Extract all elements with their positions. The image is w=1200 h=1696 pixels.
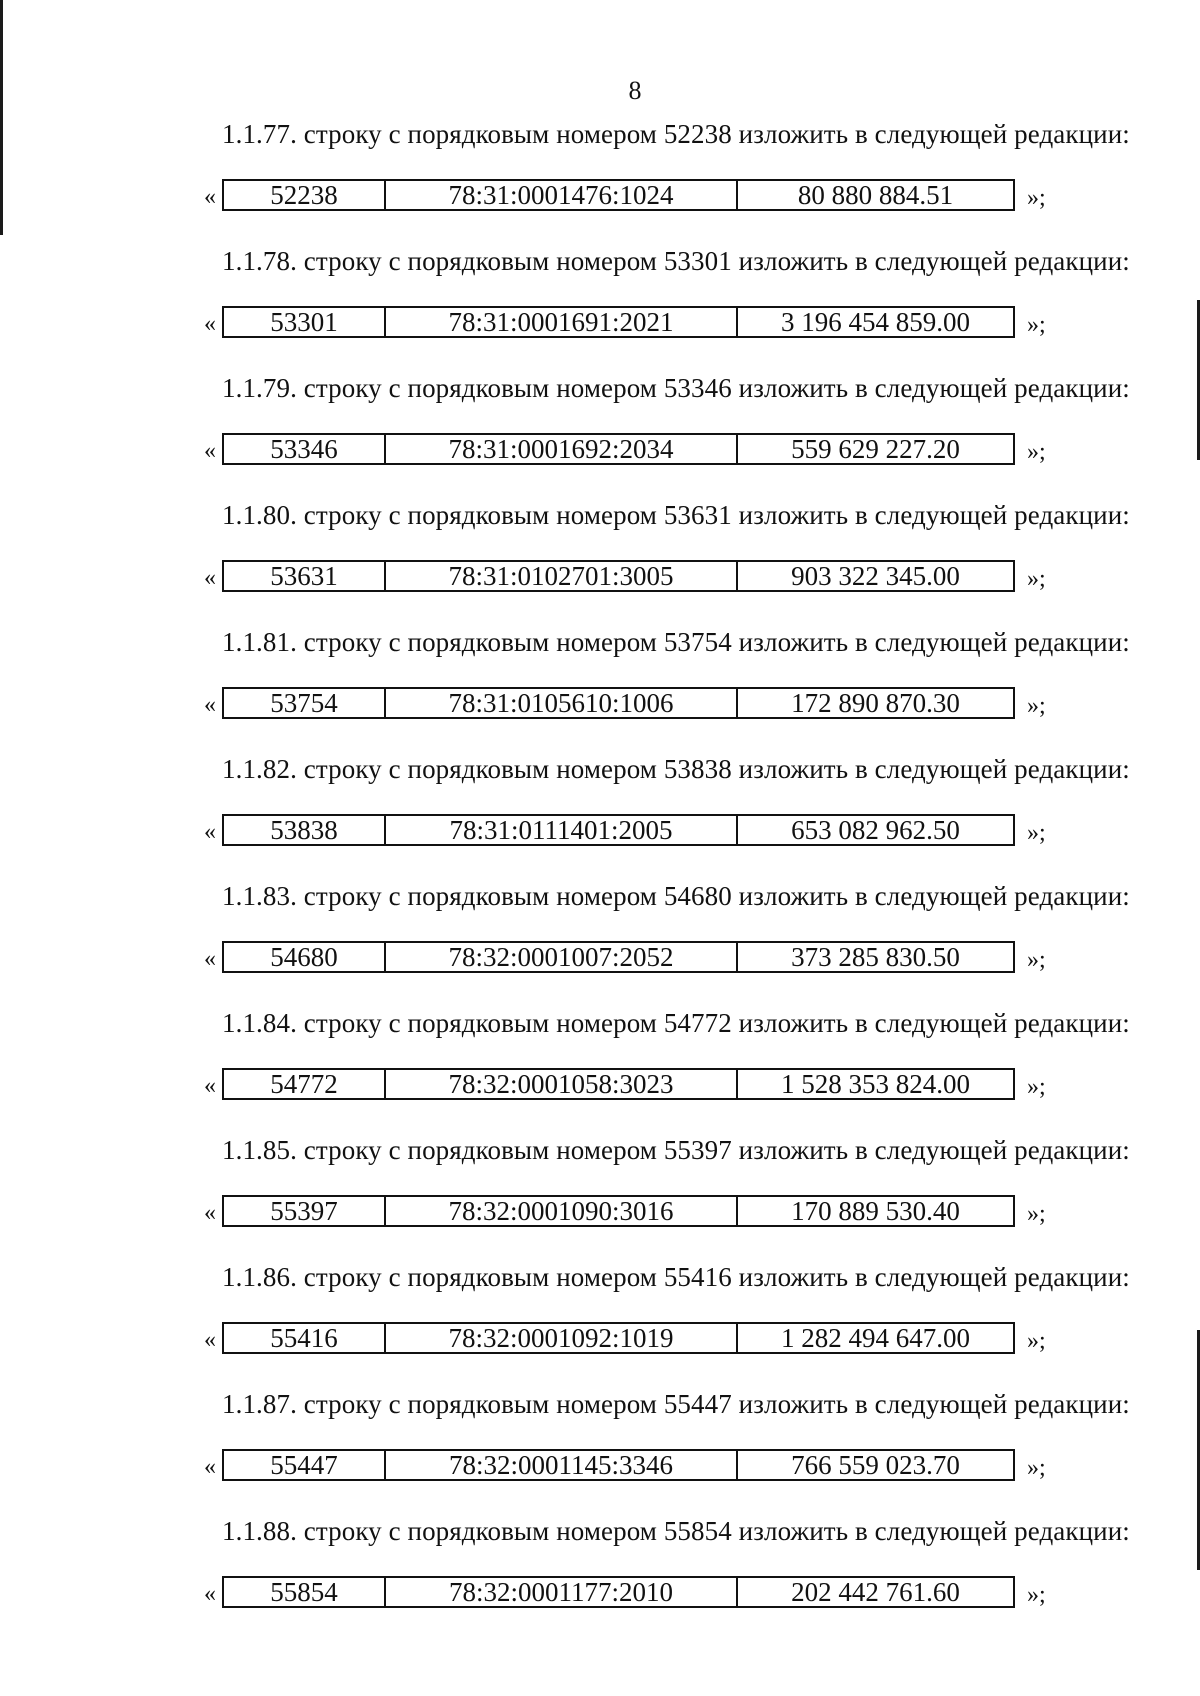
row-number-cell: 55397: [223, 1196, 385, 1226]
cadastral-value-cell: 903 322 345.00: [737, 561, 1014, 591]
replacement-row: [190, 814, 1046, 846]
amendment-instruction: 1.1.78. строку с порядковым номером 53301 изложить в следующей редакции:: [222, 246, 1130, 276]
table-row: [223, 434, 1014, 464]
amendment-instruction: 1.1.85. строку с порядковым номером 55397 изложить в следующей редакции:: [222, 1135, 1130, 1165]
cadastral-number-cell: 78:31:0102701:3005: [385, 561, 737, 591]
table-row: [223, 815, 1014, 845]
amendment-list: [190, 115, 1130, 1639]
table-row: [223, 1323, 1014, 1353]
amendment-instruction: 1.1.84. строку с порядковым номером 54772 изложить в следующей редакции:: [222, 1008, 1130, 1038]
table-row: [223, 180, 1014, 210]
record-table: [222, 941, 1015, 973]
row-number-cell: 52238: [223, 180, 385, 210]
amendment-item: [190, 1131, 1130, 1258]
amendment-item: [190, 1258, 1130, 1385]
row-number-cell: 53346: [223, 434, 385, 464]
open-quote: «: [204, 1072, 216, 1099]
close-quote: »;: [1027, 438, 1046, 465]
open-quote: «: [204, 1326, 216, 1353]
replacement-row: [190, 1576, 1046, 1608]
record-table: [222, 179, 1015, 211]
amendment-item: [190, 750, 1130, 877]
replacement-row: [190, 687, 1046, 719]
row-number-cell: 55447: [223, 1450, 385, 1480]
replacement-row: [190, 1449, 1046, 1481]
cadastral-number-cell: 78:31:0001692:2034: [385, 434, 737, 464]
row-number-cell: 53838: [223, 815, 385, 845]
record-table: [222, 1068, 1015, 1100]
row-number-cell: 55854: [223, 1577, 385, 1607]
record-table: [222, 687, 1015, 719]
replacement-row: [190, 433, 1046, 465]
cadastral-number-cell: 78:32:0001090:3016: [385, 1196, 737, 1226]
replacement-row: [190, 179, 1046, 211]
amendment-item: [190, 1004, 1130, 1131]
cadastral-number-cell: 78:31:0105610:1006: [385, 688, 737, 718]
open-quote: «: [204, 310, 216, 337]
cadastral-number-cell: 78:31:0001476:1024: [385, 180, 737, 210]
cadastral-value-cell: 202 442 761.60: [737, 1577, 1014, 1607]
scan-edge-left: [0, 0, 3, 235]
record-table: [222, 433, 1015, 465]
close-quote: »;: [1027, 1200, 1046, 1227]
amendment-instruction: 1.1.86. строку с порядковым номером 55416 изложить в следующей редакции:: [222, 1262, 1130, 1292]
close-quote: »;: [1027, 819, 1046, 846]
cadastral-value-cell: 170 889 530.40: [737, 1196, 1014, 1226]
replacement-row: [190, 941, 1046, 973]
row-number-cell: 55416: [223, 1323, 385, 1353]
amendment-instruction: 1.1.80. строку с порядковым номером 53631 изложить в следующей редакции:: [222, 500, 1130, 530]
table-row: [223, 561, 1014, 591]
replacement-row: [190, 560, 1046, 592]
replacement-row: [190, 306, 1046, 338]
close-quote: »;: [1027, 184, 1046, 211]
close-quote: »;: [1027, 565, 1046, 592]
close-quote: »;: [1027, 1327, 1046, 1354]
table-row: [223, 1577, 1014, 1607]
open-quote: «: [204, 564, 216, 591]
amendment-item: [190, 1385, 1130, 1512]
row-number-cell: 53631: [223, 561, 385, 591]
record-table: [222, 1195, 1015, 1227]
record-table: [222, 560, 1015, 592]
table-row: [223, 1069, 1014, 1099]
amendment-instruction: 1.1.88. строку с порядковым номером 55854 изложить в следующей редакции:: [222, 1516, 1130, 1546]
amendment-item: [190, 115, 1130, 242]
amendment-item: [190, 242, 1130, 369]
cadastral-value-cell: 80 880 884.51: [737, 180, 1014, 210]
cadastral-number-cell: 78:32:0001007:2052: [385, 942, 737, 972]
amendment-item: [190, 1512, 1130, 1639]
amendment-instruction: 1.1.77. строку с порядковым номером 52238 изложить в следующей редакции:: [222, 119, 1130, 149]
record-table: [222, 1576, 1015, 1608]
cadastral-number-cell: 78:32:0001145:3346: [385, 1450, 737, 1480]
record-table: [222, 1449, 1015, 1481]
amendment-item: [190, 496, 1130, 623]
open-quote: «: [204, 1453, 216, 1480]
amendment-instruction: 1.1.79. строку с порядковым номером 53346 изложить в следующей редакции:: [222, 373, 1130, 403]
row-number-cell: 53301: [223, 307, 385, 337]
amendment-item: [190, 623, 1130, 750]
close-quote: »;: [1027, 1454, 1046, 1481]
close-quote: »;: [1027, 946, 1046, 973]
table-row: [223, 1196, 1014, 1226]
row-number-cell: 54772: [223, 1069, 385, 1099]
cadastral-value-cell: 172 890 870.30: [737, 688, 1014, 718]
cadastral-number-cell: 78:32:0001177:2010: [385, 1577, 737, 1607]
amendment-instruction: 1.1.82. строку с порядковым номером 53838 изложить в следующей редакции:: [222, 754, 1130, 784]
cadastral-value-cell: 653 082 962.50: [737, 815, 1014, 845]
record-table: [222, 814, 1015, 846]
amendment-instruction: 1.1.81. строку с порядковым номером 53754 изложить в следующей редакции:: [222, 627, 1130, 657]
table-row: [223, 942, 1014, 972]
row-number-cell: 54680: [223, 942, 385, 972]
open-quote: «: [204, 818, 216, 845]
open-quote: «: [204, 183, 216, 210]
open-quote: «: [204, 691, 216, 718]
replacement-row: [190, 1322, 1046, 1354]
cadastral-value-cell: 1 528 353 824.00: [737, 1069, 1014, 1099]
amendment-instruction: 1.1.83. строку с порядковым номером 54680 изложить в следующей редакции:: [222, 881, 1130, 911]
record-table: [222, 306, 1015, 338]
amendment-item: [190, 877, 1130, 1004]
table-row: [223, 1450, 1014, 1480]
replacement-row: [190, 1068, 1046, 1100]
open-quote: «: [204, 437, 216, 464]
close-quote: »;: [1027, 1581, 1046, 1608]
close-quote: »;: [1027, 692, 1046, 719]
close-quote: »;: [1027, 1073, 1046, 1100]
cadastral-value-cell: 373 285 830.50: [737, 942, 1014, 972]
open-quote: «: [204, 1199, 216, 1226]
cadastral-number-cell: 78:31:0001691:2021: [385, 307, 737, 337]
replacement-row: [190, 1195, 1046, 1227]
cadastral-value-cell: 766 559 023.70: [737, 1450, 1014, 1480]
cadastral-number-cell: 78:31:0111401:2005: [385, 815, 737, 845]
row-number-cell: 53754: [223, 688, 385, 718]
open-quote: «: [204, 945, 216, 972]
cadastral-number-cell: 78:32:0001058:3023: [385, 1069, 737, 1099]
table-row: [223, 688, 1014, 718]
amendment-item: [190, 369, 1130, 496]
cadastral-number-cell: 78:32:0001092:1019: [385, 1323, 737, 1353]
table-row: [223, 307, 1014, 337]
amendment-instruction: 1.1.87. строку с порядковым номером 55447 изложить в следующей редакции:: [222, 1389, 1130, 1419]
cadastral-value-cell: 3 196 454 859.00: [737, 307, 1014, 337]
close-quote: »;: [1027, 311, 1046, 338]
cadastral-value-cell: 1 282 494 647.00: [737, 1323, 1014, 1353]
open-quote: «: [204, 1580, 216, 1607]
cadastral-value-cell: 559 629 227.20: [737, 434, 1014, 464]
record-table: [222, 1322, 1015, 1354]
page-number: 8: [628, 76, 642, 105]
